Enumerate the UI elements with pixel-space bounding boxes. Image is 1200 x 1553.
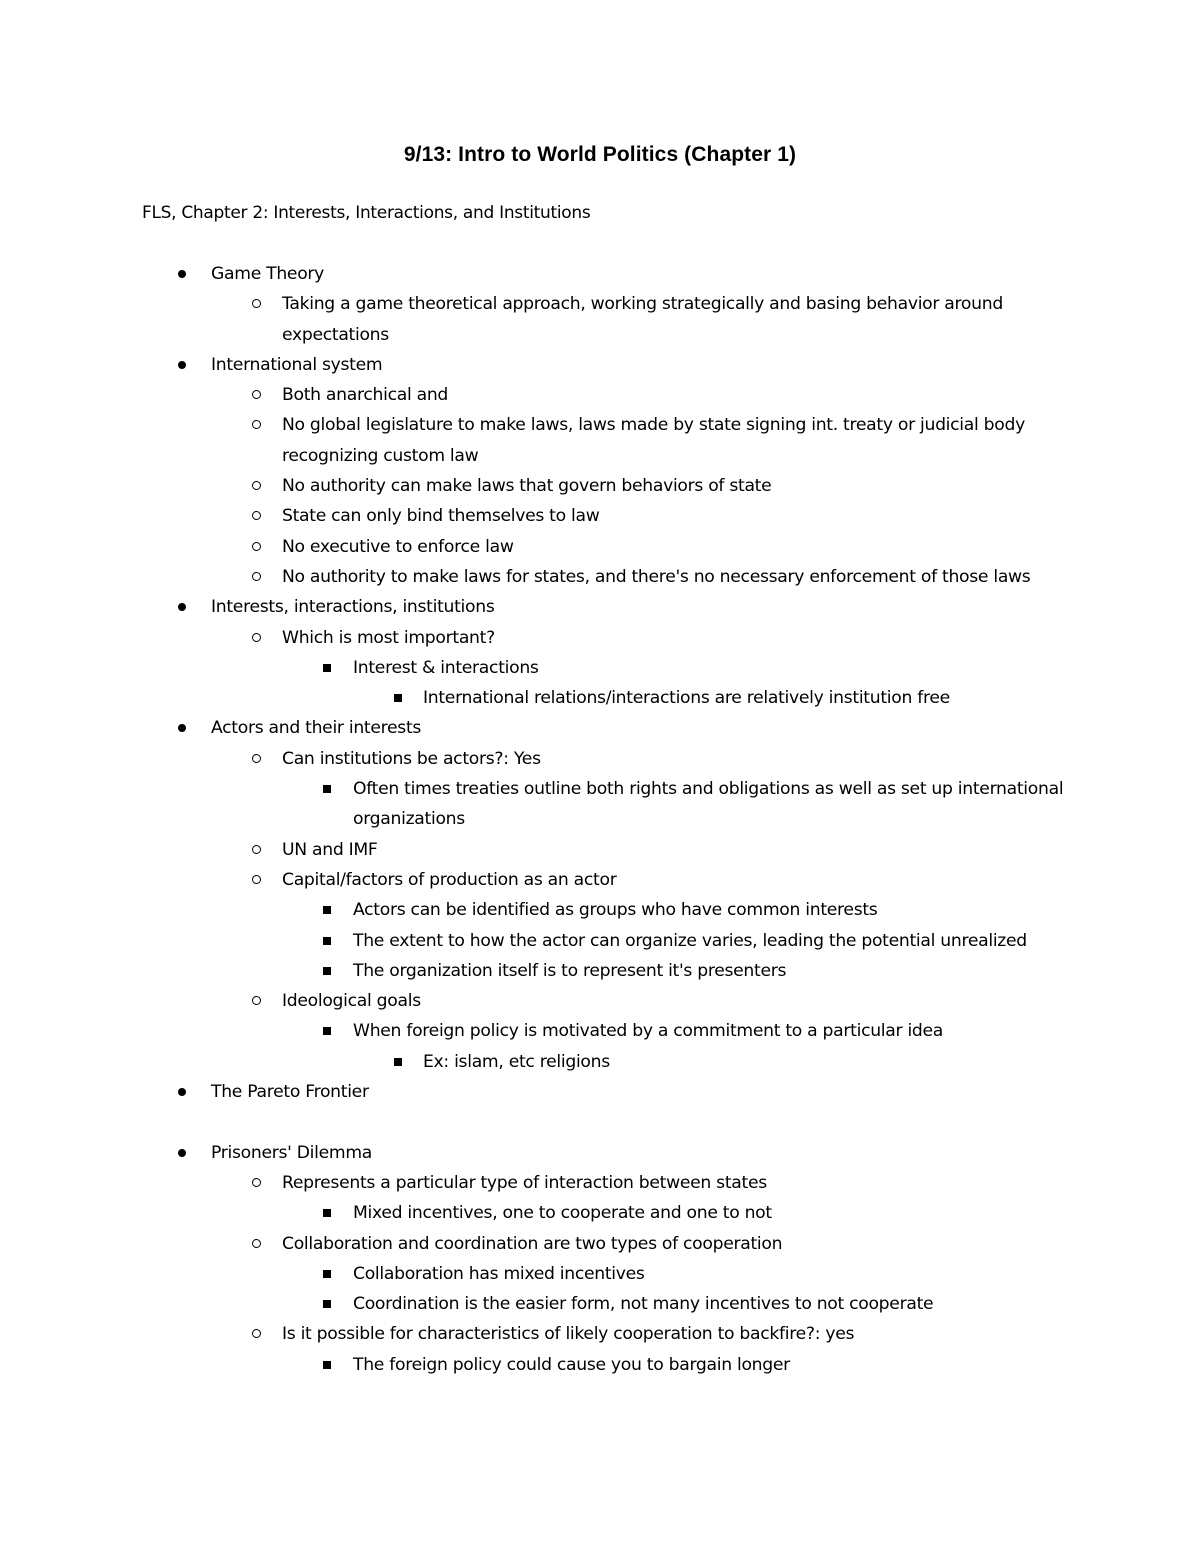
outline-item-level-3 bbox=[0, 1289, 1200, 1319]
outline-item-text: Interests, interactions, institutions bbox=[211, 597, 495, 618]
outline-item-text: International relations/interactions are relatively institution free bbox=[423, 688, 950, 709]
outline-item-level-1 bbox=[0, 259, 1200, 289]
filled-circle-bullet-icon bbox=[175, 350, 189, 380]
outline-item-text: Can institutions be actors?: Yes bbox=[282, 748, 541, 769]
outline-item-text: No executive to enforce law bbox=[282, 536, 514, 557]
outline-item-text: When foreign policy is motivated by a commitment to a particular idea bbox=[353, 1021, 944, 1042]
outline-item-level-1 bbox=[0, 713, 1200, 743]
square-bullet-icon bbox=[320, 1259, 334, 1289]
outline-item-level-3 bbox=[0, 1259, 1200, 1289]
hollow-circle-bullet-icon bbox=[249, 1319, 263, 1349]
outline-item-level-3 bbox=[0, 774, 1200, 835]
hollow-circle-bullet-icon bbox=[249, 532, 263, 562]
page-subtitle: FLS, Chapter 2: Interests, Interactions, and Institutions bbox=[142, 203, 591, 223]
outline-item-text: Both anarchical and bbox=[282, 385, 449, 406]
outline-item-text: International system bbox=[211, 354, 383, 375]
square-bullet-icon bbox=[320, 1350, 334, 1380]
filled-circle-bullet-icon bbox=[175, 1138, 189, 1168]
square-bullet-icon bbox=[320, 926, 334, 956]
outline-item-text: The foreign policy could cause you to bargain longer bbox=[353, 1354, 790, 1375]
square-bullet-icon bbox=[391, 683, 405, 713]
hollow-circle-bullet-icon bbox=[249, 1168, 263, 1198]
outline-item-text: Prisoners' Dilemma bbox=[211, 1142, 373, 1163]
outline-item-level-2 bbox=[0, 380, 1200, 410]
outline-item-text: Often times treaties outline both rights and obligations as well as set up international organizations bbox=[353, 779, 1064, 830]
outline-item-level-2 bbox=[0, 532, 1200, 562]
hollow-circle-bullet-icon bbox=[249, 865, 263, 895]
outline-item-level-2 bbox=[0, 1319, 1200, 1349]
outline-item-text: Ex: islam, etc religions bbox=[423, 1051, 610, 1072]
outline-item-level-3 bbox=[0, 956, 1200, 986]
outline-item-text: Which is most important? bbox=[282, 627, 495, 648]
outline-item-level-3 bbox=[0, 926, 1200, 956]
filled-circle-bullet-icon bbox=[175, 259, 189, 289]
outline-item-level-4 bbox=[0, 683, 1200, 713]
hollow-circle-bullet-icon bbox=[249, 562, 263, 592]
hollow-circle-bullet-icon bbox=[249, 380, 263, 410]
outline-item-level-2 bbox=[0, 865, 1200, 895]
hollow-circle-bullet-icon bbox=[249, 623, 263, 653]
hollow-circle-bullet-icon bbox=[249, 835, 263, 865]
outline-item-text: Actors can be identified as groups who have common interests bbox=[353, 900, 878, 921]
hollow-circle-bullet-icon bbox=[249, 289, 263, 319]
outline-item-level-1 bbox=[0, 350, 1200, 380]
outline-item-level-1 bbox=[0, 1077, 1200, 1107]
outline-item-text: Ideological goals bbox=[282, 991, 421, 1012]
outline-item-text: Mixed incentives, one to cooperate and one to not bbox=[353, 1203, 772, 1224]
outline-item-level-2 bbox=[0, 986, 1200, 1016]
square-bullet-icon bbox=[320, 956, 334, 986]
outline-item-level-2 bbox=[0, 623, 1200, 653]
hollow-circle-bullet-icon bbox=[249, 986, 263, 1016]
outline-item-level-2 bbox=[0, 562, 1200, 592]
square-bullet-icon bbox=[320, 774, 334, 804]
hollow-circle-bullet-icon bbox=[249, 471, 263, 501]
square-bullet-icon bbox=[391, 1047, 405, 1077]
notes-outline bbox=[0, 259, 1200, 1380]
outline-item-text: Is it possible for characteristics of likely cooperation to backfire?: yes bbox=[282, 1324, 855, 1345]
outline-item-text: Interest & interactions bbox=[353, 657, 539, 678]
outline-item-text: Represents a particular type of interaction between states bbox=[282, 1172, 767, 1193]
outline-item-level-2 bbox=[0, 744, 1200, 774]
outline-item-level-2 bbox=[0, 289, 1200, 350]
outline-item-level-3 bbox=[0, 1350, 1200, 1380]
outline-item-text: Collaboration has mixed incentives bbox=[353, 1263, 645, 1284]
outline-item-text: Capital/factors of production as an actor bbox=[282, 869, 617, 890]
outline-item-text: The extent to how the actor can organize varies, leading the potential unrealized bbox=[353, 930, 1027, 951]
outline-item-level-2 bbox=[0, 410, 1200, 471]
outline-item-level-1 bbox=[0, 1138, 1200, 1168]
outline-item-level-3 bbox=[0, 895, 1200, 925]
outline-item-level-3 bbox=[0, 653, 1200, 683]
square-bullet-icon bbox=[320, 653, 334, 683]
outline-item-level-2 bbox=[0, 835, 1200, 865]
square-bullet-icon bbox=[320, 895, 334, 925]
outline-item-text: State can only bind themselves to law bbox=[282, 506, 600, 527]
hollow-circle-bullet-icon bbox=[249, 501, 263, 531]
outline-item-text: No authority to make laws for states, and there's no necessary enforcement of those laws bbox=[282, 566, 1031, 587]
outline-item-text: Actors and their interests bbox=[211, 718, 422, 739]
filled-circle-bullet-icon bbox=[175, 1077, 189, 1107]
filled-circle-bullet-icon bbox=[175, 592, 189, 622]
outline-item-text: The Pareto Frontier bbox=[211, 1082, 369, 1103]
hollow-circle-bullet-icon bbox=[249, 1229, 263, 1259]
outline-item-level-2 bbox=[0, 501, 1200, 531]
square-bullet-icon bbox=[320, 1198, 334, 1228]
hollow-circle-bullet-icon bbox=[249, 744, 263, 774]
outline-item-level-3 bbox=[0, 1016, 1200, 1046]
outline-item-level-4 bbox=[0, 1047, 1200, 1077]
outline-item-text: Collaboration and coordination are two types of cooperation bbox=[282, 1233, 783, 1254]
square-bullet-icon bbox=[320, 1016, 334, 1046]
outline-item-level-1 bbox=[0, 592, 1200, 622]
outline-item-level-2 bbox=[0, 471, 1200, 501]
outline-item-text: The organization itself is to represent it's presenters bbox=[353, 960, 787, 981]
hollow-circle-bullet-icon bbox=[249, 410, 263, 440]
outline-item-text: Game Theory bbox=[211, 264, 325, 284]
outline-item-text: No authority can make laws that govern behaviors of state bbox=[282, 476, 772, 497]
outline-item-text: Coordination is the easier form, not many incentives to not cooperate bbox=[353, 1294, 934, 1315]
filled-circle-bullet-icon bbox=[175, 713, 189, 743]
outline-item-level-3 bbox=[0, 1198, 1200, 1228]
outline-item-text: Taking a game theoretical approach, working strategically and basing behavior around expectations bbox=[282, 294, 1003, 345]
outline-item-level-2 bbox=[0, 1229, 1200, 1259]
page-title: 9/13: Intro to World Politics (Chapter 1) bbox=[403, 143, 797, 166]
blank-line bbox=[0, 1107, 1200, 1137]
outline-item-text: No global legislature to make laws, laws made by state signing int. treaty or judicial body recognizing custom law bbox=[282, 415, 1025, 466]
square-bullet-icon bbox=[320, 1289, 334, 1319]
outline-item-text: UN and IMF bbox=[282, 839, 378, 860]
outline-item-level-2 bbox=[0, 1168, 1200, 1198]
